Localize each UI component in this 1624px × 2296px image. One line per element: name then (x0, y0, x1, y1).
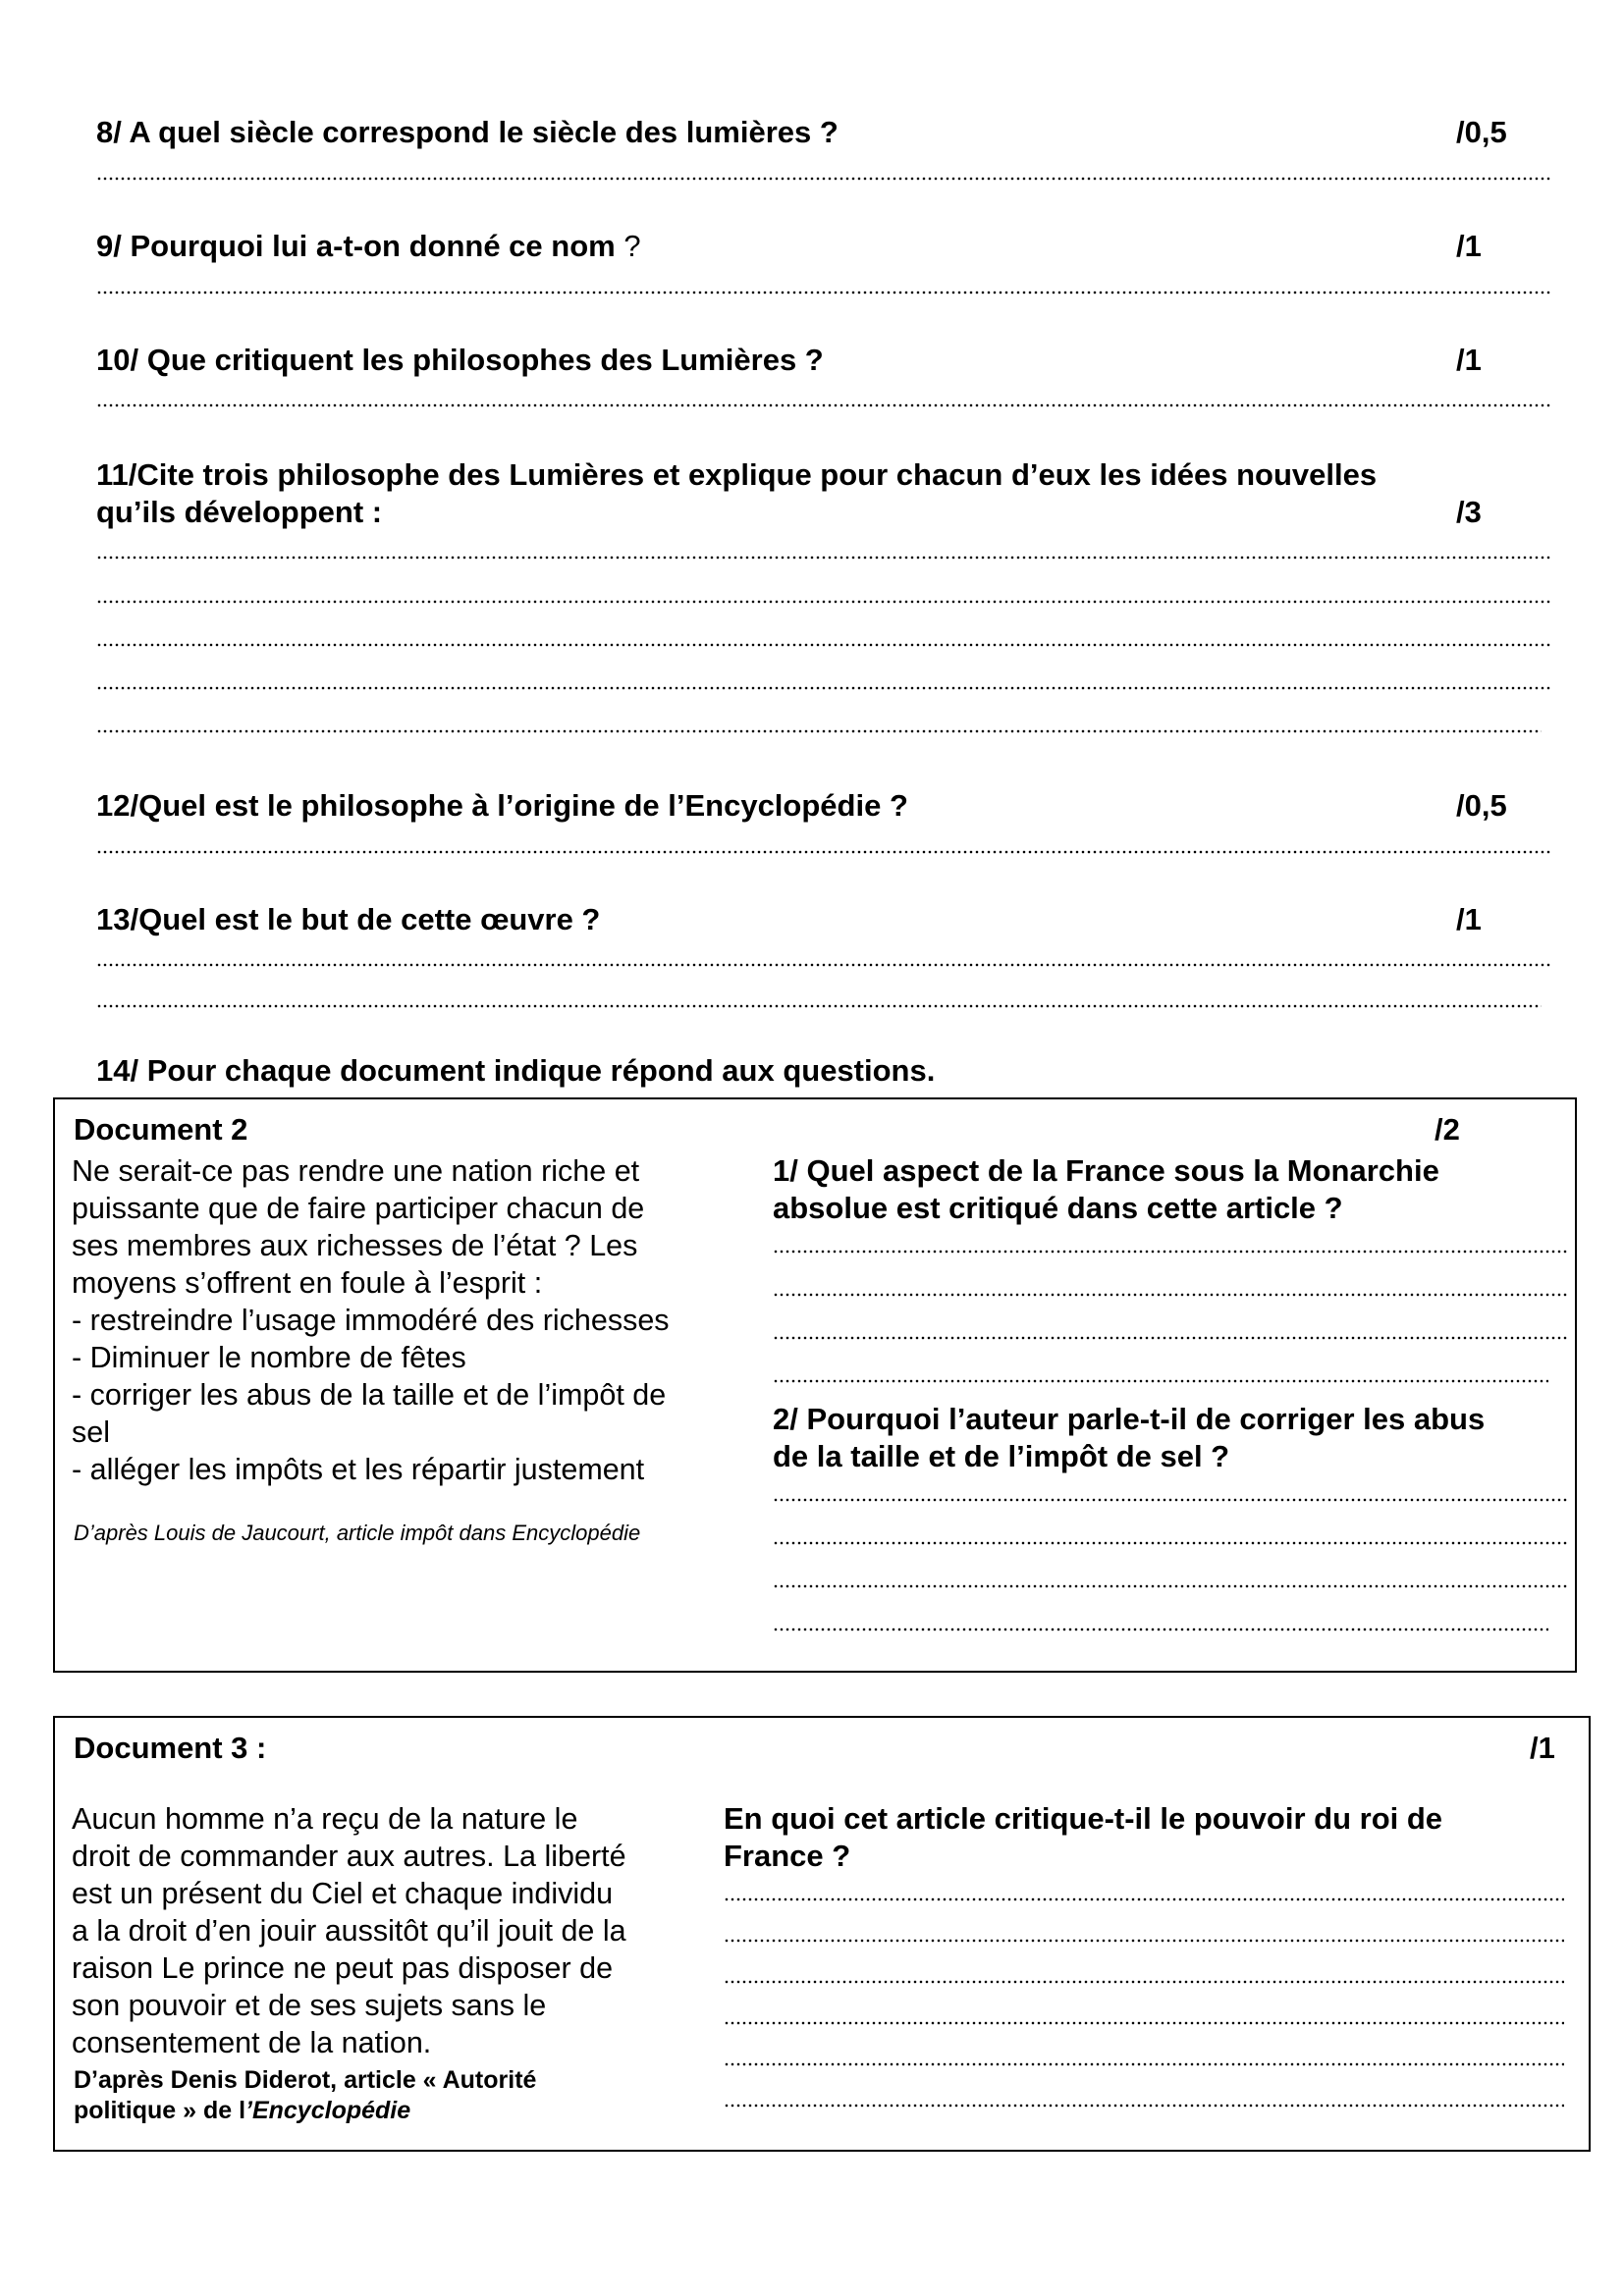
answer-line[interactable] (96, 172, 1551, 186)
document-2-points: /2 (1435, 1112, 1460, 1147)
answer-line[interactable] (724, 1934, 1564, 1948)
question-9 (96, 228, 1500, 265)
answer-line[interactable] (773, 1579, 1568, 1593)
question-line: En quoi cet article critique-t-il le pouvoir du roi de (724, 1801, 1443, 1836)
answer-line[interactable] (773, 1288, 1568, 1302)
question-10 (96, 342, 1500, 379)
text-line: moyens s’offrent en foule à l’esprit : (72, 1266, 543, 1300)
text-line: - Diminuer le nombre de fêtes (72, 1341, 466, 1374)
question-12 (96, 787, 1500, 825)
answer-line[interactable] (724, 2057, 1564, 2071)
text-line: - corriger les abus de la taille et de l’impôt de (72, 1378, 667, 1412)
question-line: absolue est critiqué dans cette article ? (773, 1191, 1343, 1225)
question-line: de la taille et de l’impôt de sel ? (773, 1439, 1230, 1473)
question-10-text: 10/ Que critiquent les philosophes des Lumières ? (96, 343, 824, 377)
text-line: a la droit d’en jouir aussitôt qu’il jouit de la (72, 1914, 626, 1948)
source-prefix: politique » de l (74, 2097, 246, 2124)
text-line: son pouvoir et de ses sujets sans le (72, 1989, 547, 2022)
answer-line[interactable] (724, 2099, 1564, 2112)
text-line: consentement de la nation. (72, 2026, 432, 2059)
answer-line[interactable] (773, 1493, 1568, 1507)
text-line: ses membres aux richesses de l’état ? Les (72, 1229, 638, 1262)
question-9-text: 9/ Pourquoi lui a-t-on donné ce nom (96, 229, 616, 263)
question-11-line1: 11/Cite trois philosophe des Lumières et explique pour chacun d’eux les idées nouvelles (96, 457, 1378, 492)
document-2-source: D’après Louis de Jaucourt, article impôt dans Encyclopédie (74, 1521, 641, 1545)
text-line: puissante que de faire participer chacun de (72, 1192, 645, 1225)
answer-line[interactable] (724, 1975, 1564, 1989)
question-11-points: /3 (1456, 495, 1482, 529)
question-12-points: /0,5 (1456, 788, 1507, 823)
question-11-line2: qu’ils développent : (96, 495, 383, 529)
answer-line[interactable] (96, 999, 1542, 1013)
answer-line[interactable] (773, 1374, 1548, 1388)
text-line: Aucun homme n’a reçu de la nature le (72, 1802, 578, 1836)
question-11 (96, 456, 1500, 531)
text-line: raison Le prince ne peut pas disposer de (72, 1951, 614, 1985)
document-2-text (72, 1152, 670, 1488)
question-8 (96, 114, 1500, 151)
question-13-points: /1 (1456, 902, 1482, 936)
document-3-text (72, 1800, 626, 2061)
question-line: 2/ Pourquoi l’auteur parle-t-il de corriger les abus (773, 1402, 1486, 1436)
answer-line[interactable] (96, 958, 1551, 972)
question-9-mark: ? (615, 229, 641, 263)
document-3-source (74, 2065, 536, 2126)
question-10-points: /1 (1456, 343, 1482, 377)
answer-line[interactable] (96, 845, 1551, 859)
question-line: 1/ Quel aspect de la France sous la Monarchie (773, 1153, 1439, 1188)
source-line: D’après Denis Diderot, article « Autorité (74, 2066, 537, 2094)
answer-line[interactable] (724, 2016, 1564, 2030)
question-14 (96, 1052, 1500, 1090)
answer-line[interactable] (96, 286, 1551, 299)
document-3-title: Document 3 : (74, 1731, 267, 1765)
question-13 (96, 901, 1500, 938)
document-2-title: Document 2 (74, 1112, 248, 1147)
question-12-text: 12/Quel est le philosophe à l’origine de l’Encyclopédie ? (96, 788, 908, 823)
answer-line[interactable] (724, 1893, 1564, 1906)
document-2-question-1 (773, 1152, 1439, 1227)
source-italic: ’Encyclopédie (245, 2097, 411, 2124)
question-8-text: 8/ A quel siècle correspond le siècle des lumières ? (96, 115, 839, 149)
answer-line[interactable] (773, 1623, 1548, 1636)
question-9-points: /1 (1456, 229, 1482, 263)
document-3-points: /1 (1530, 1731, 1555, 1765)
question-13-text: 13/Quel est le but de cette œuvre ? (96, 902, 601, 936)
text-line: Ne serait-ce pas rendre une nation riche et (72, 1154, 640, 1188)
text-line: sel (72, 1415, 110, 1449)
question-14-text: 14/ Pour chaque document indique répond aux questions. (96, 1053, 936, 1088)
answer-line[interactable] (773, 1245, 1568, 1258)
question-8-points: /0,5 (1456, 115, 1507, 149)
answer-line[interactable] (96, 595, 1551, 609)
answer-line[interactable] (96, 551, 1551, 564)
answer-line[interactable] (773, 1536, 1568, 1550)
answer-line[interactable] (96, 681, 1551, 695)
text-line: est un présent du Ciel et chaque individu (72, 1877, 614, 1910)
text-line: droit de commander aux autres. La liberté (72, 1840, 626, 1873)
question-line: France ? (724, 1839, 851, 1873)
document-3-question (724, 1800, 1442, 1875)
answer-line[interactable] (96, 638, 1551, 652)
text-line: - restreindre l’usage immodéré des richesses (72, 1304, 670, 1337)
answer-line[interactable] (773, 1331, 1568, 1345)
answer-line[interactable] (96, 724, 1542, 738)
text-line: - alléger les impôts et les répartir justement (72, 1453, 645, 1486)
source-line (74, 2096, 536, 2126)
answer-line[interactable] (96, 399, 1551, 412)
document-2-question-2 (773, 1401, 1485, 1475)
